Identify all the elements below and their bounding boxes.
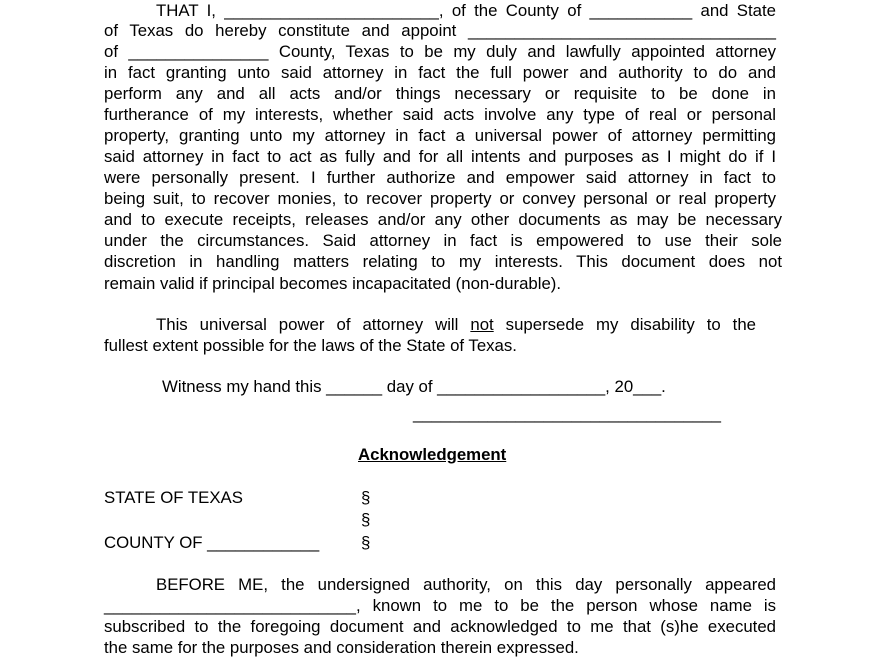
paragraph-line: THAT I, _______________________, of the County of ___________ and State	[156, 1, 776, 20]
witness-line: Witness my hand this ______ day of __________________, 20___.	[162, 377, 666, 396]
paragraph-line: and to execute receipts, releases and/or any other documents as may be necessary	[104, 210, 782, 229]
text-segment: supersede my disability to the	[493, 315, 756, 334]
paragraph-line: remain valid if principal becomes incapacitated (non-durable).	[104, 274, 562, 293]
paragraph-line: were personally present. I further authorize and empower said attorney in fact to	[104, 168, 776, 187]
signature-line[interactable]: _________________________________	[413, 404, 721, 423]
acknowledgement-heading: Acknowledgement	[358, 445, 507, 464]
section-symbol: §	[361, 488, 371, 507]
paragraph-line: perform any and all acts and/or things necessary or requisite to be done in	[104, 84, 776, 103]
paragraph-line: the same for the purposes and consideration therein expressed.	[104, 638, 579, 657]
paragraph-line: ___________________________, known to me to be the person whose name is	[104, 596, 776, 615]
paragraph-line: subscribed to the foregoing document and acknowledged to me that (s)he executed	[104, 617, 776, 636]
paragraph-line: BEFORE ME, the undersigned authority, on this day personally appeared	[156, 575, 776, 594]
paragraph-line: property, granting unto my attorney in fact a universal power of attorney permitting	[104, 126, 776, 145]
paragraph-line: fullest extent possible for the laws of the State of Texas.	[104, 336, 517, 355]
paragraph-line: furtherance of my interests, whether said acts involve any type of real or personal	[104, 105, 776, 124]
paragraph-line: under the circumstances. Said attorney in fact is empowered to use their sole	[104, 231, 782, 250]
paragraph-line: of Texas do hereby constitute and appoint _________________________________	[104, 21, 776, 40]
paragraph-line	[156, 314, 756, 335]
county-label: COUNTY OF ____________	[104, 533, 320, 552]
paragraph-line: discretion in handling matters relating to my interests. This document does not	[104, 252, 782, 271]
paragraph-line: being suit, to recover monies, to recover property or convey personal or real property	[104, 189, 776, 208]
paragraph-line: in fact granting unto said attorney in fact the full power and authority to do and	[104, 63, 776, 82]
emphasis-not: not	[470, 315, 494, 334]
section-symbol: §	[361, 533, 371, 552]
section-symbol: §	[361, 510, 371, 529]
state-label: STATE OF TEXAS	[104, 488, 243, 507]
paragraph-line: said attorney in fact to act as fully and for all intents and purposes as I might do if I	[104, 147, 776, 166]
text-segment: This universal power of attorney will	[156, 315, 471, 334]
paragraph-line: of _______________ County, Texas to be my duly and lawfully appointed attorney	[104, 42, 776, 61]
